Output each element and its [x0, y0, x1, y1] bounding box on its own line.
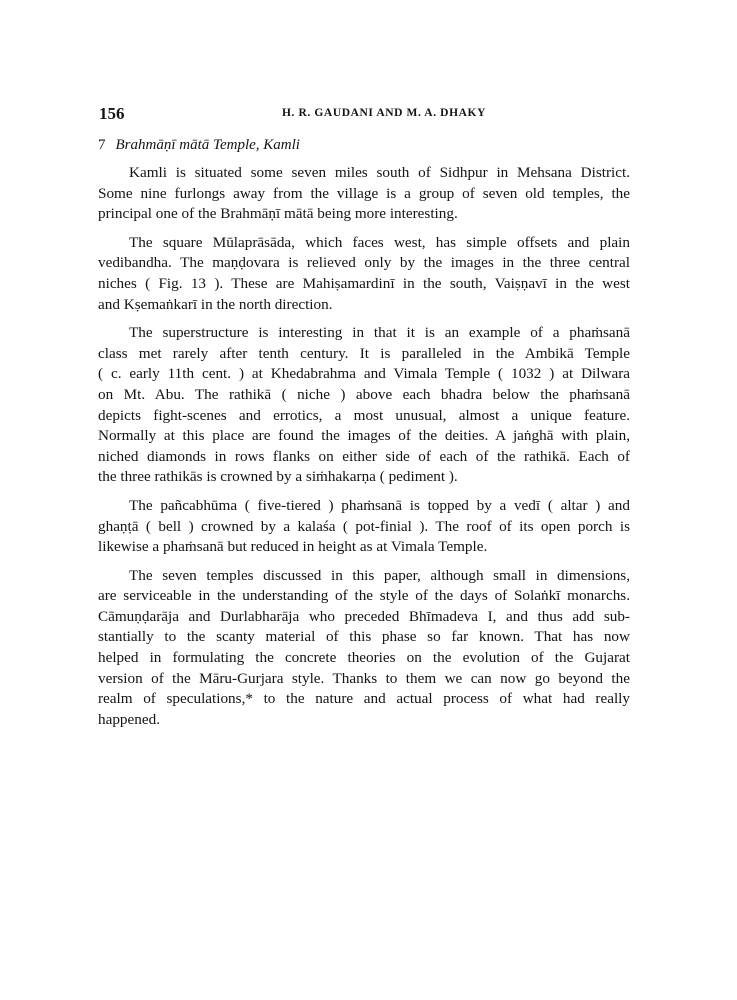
text-line: The pañcabhūma ( five-tiered ) phaṁsanā is topped by a vedī ( altar ) and: [129, 496, 630, 514]
section-heading: [98, 137, 300, 154]
page-number: 156: [99, 104, 125, 123]
paragraph: [98, 566, 630, 731]
text-line: The superstructure is interesting in that it is an example of a phaṁsanā: [129, 324, 630, 342]
running-head: H. R. GAUDANI AND M. A. DHAKY: [282, 107, 486, 119]
text-line: The seven temples discussed in this paper, although small in dimensions,: [129, 566, 630, 584]
text-line: ghaṇṭā ( bell ) crowned by a kalaśa ( pot-finial ). The roof of its open porch is: [98, 517, 630, 535]
text-line: realm of speculations,* to the nature and actual process of what had really: [98, 690, 630, 708]
text-line: helped in formulating the concrete theories on the evolution of the Gujarat: [98, 649, 630, 667]
text-line: ( c. early 11th cent. ) at Khedabrahma and Vimala Temple ( 1032 ) at Dilwara: [98, 365, 630, 383]
paragraph: [98, 323, 630, 488]
text-line: principal one of the Brahmāṇī mātā being more interesting.: [98, 205, 458, 223]
text-line: niched diamonds in rows flanks on either side of each of the rathikā. Each of: [98, 447, 630, 465]
text-line: Cāmuṇḍarāja and Durlabharāja who preceded Bhīmadeva I, and thus add sub-: [98, 607, 630, 625]
text-line: vedibandha. The maṇḍovara is relieved only by the images in the three central: [98, 254, 630, 272]
text-line: and Kṣemaṅkarī in the north direction.: [98, 295, 333, 313]
paragraph: [98, 496, 630, 558]
section-number: 7: [98, 137, 106, 153]
text-line: depicts fight-scenes and errotics, a most unusual, almost a unique feature.: [98, 406, 630, 424]
section-title: Brahmāṇī mātā Temple, Kamli: [115, 137, 300, 153]
text-line: on Mt. Abu. The rathikā ( niche ) above each bhadra below the phaṁsanā: [98, 385, 630, 403]
paragraph: [98, 233, 630, 315]
text-line: likewise a phaṁsanā but reduced in height as at Vimala Temple.: [98, 538, 488, 556]
paragraph: [98, 163, 630, 225]
text-line: happened.: [98, 710, 160, 728]
text-line: Normally at this place are found the images of the deities. A jaṅghā with plain,: [98, 427, 630, 445]
text-line: niches ( Fig. 13 ). These are Mahiṣamardinī in the south, Vaiṣṇavī in the west: [98, 274, 630, 292]
text-line: the three rathikās is crowned by a siṁhakarṇa ( pediment ).: [98, 468, 458, 486]
text-line: class met rarely after tenth century. It is paralleled in the Ambikā Temple: [98, 344, 630, 362]
text-line: are serviceable in the understanding of the style of the days of Solaṅkī monarchs.: [98, 587, 630, 605]
text-line: version of the Māru-Gurjara style. Thanks to them we can now go beyond the: [98, 669, 630, 687]
text-line: The square Mūlaprāsāda, which faces west, has simple offsets and plain: [129, 233, 630, 251]
page-header: [99, 104, 629, 128]
text-line: Kamli is situated some seven miles south of Sidhpur in Mehsana District.: [129, 164, 630, 181]
article-body: [98, 163, 630, 738]
text-line: stantially to the scanty material of this phase so far known. That has now: [98, 628, 630, 646]
text-line: Some nine furlongs away from the village is a group of seven old temples, the: [98, 184, 630, 202]
